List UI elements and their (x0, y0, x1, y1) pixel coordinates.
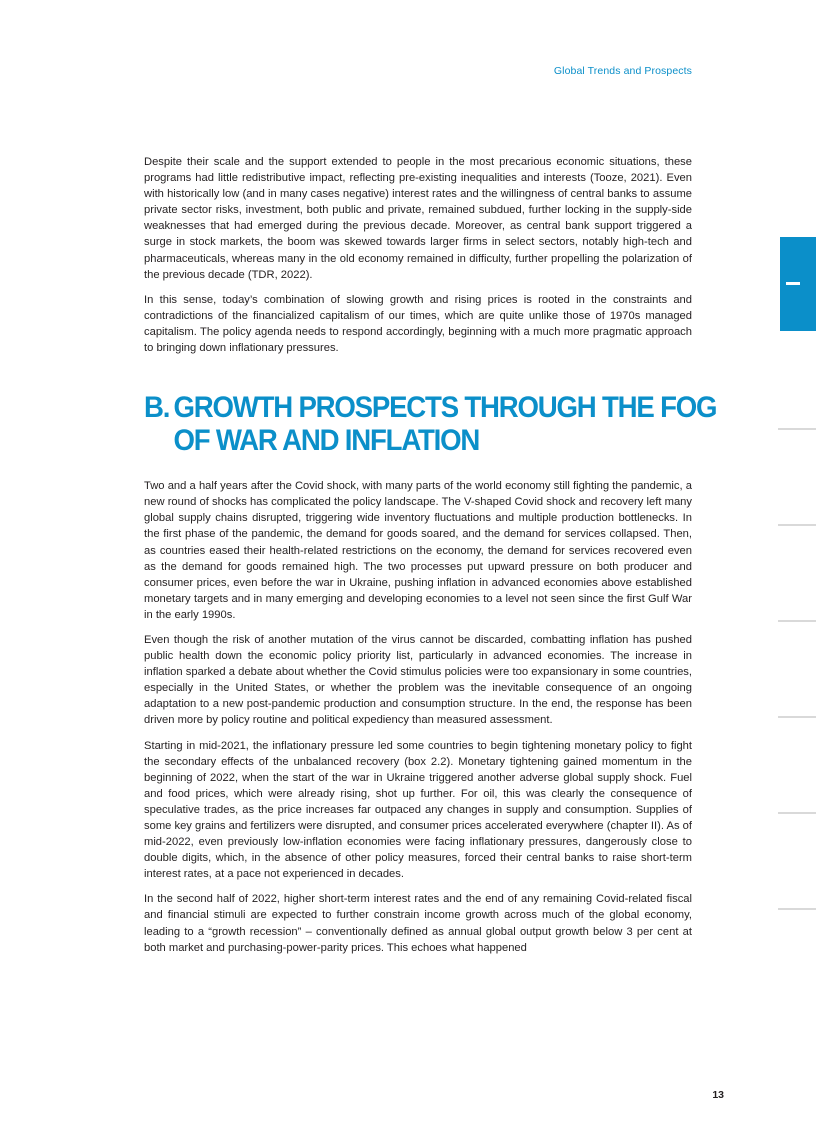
section-letter: B. (144, 391, 170, 425)
side-rule (778, 620, 816, 622)
side-rule (778, 428, 816, 430)
body-paragraph: Starting in mid-2021, the inflationary pressure led some countries to begin tightening monetary policy to fight the secondary effects of the unbalanced recovery (box 2.2). Monetary tightening gained momentum in the beginning of 2022, when the start of the war in Ukraine triggered another adverse global supply shock. Fuel and food prices, which were already rising, shot up further. For oil, this was clearly the consequence of speculative trades, as the price increases far outpaced any changes in supply and consumption. Supplies of some key grains and fertilizers were disrupted, and consumer prices accelerated everywhere (chapter II). As of mid-2022, even previously low-inflation economies were facing inflationary pressures, dangerously close to double digits, which, in the absence of other policy measures, forced their central banks to raise short-term interest rates, at a pace not experienced in decades. (144, 739, 692, 881)
page-number: 13 (712, 1089, 724, 1101)
side-rule (778, 524, 816, 526)
section-title (173, 391, 716, 457)
body-paragraph: In the second half of 2022, higher short-term interest rates and the end of any remaining Covid-related fiscal and financial stimuli are expected to further constrain income growth across much of the global economy, leading to a “growth recession” – conventionally defined as annual global output growth below 3 per cent at both market and purchasing-power-parity prices. This echoes what happened (144, 893, 692, 954)
section-title-line: GROWTH PROSPECTS THROUGH THE FOG (173, 391, 717, 425)
running-header: Global Trends and Prospects (553, 65, 692, 77)
side-rule (778, 716, 816, 718)
side-rule (778, 812, 816, 814)
body-paragraph: In this sense, today’s combination of slowing growth and rising prices is rooted in the constraints and contradictions of the financialized capitalism of our times, which are quite unlike those of 1970s managed capitalism. The policy agenda needs to respond accordingly, beginning with a much more pragmatic approach to bringing down inflationary pressures. (144, 293, 692, 355)
section-title-line: OF WAR AND INFLATION (173, 424, 480, 458)
section-heading (144, 391, 717, 458)
main-text (144, 154, 717, 965)
chapter-tab-dash-icon (786, 282, 800, 285)
body-paragraph: Despite their scale and the support extended to people in the most precarious economic situations, these programs had little redistributive impact, reflecting pre-existing inequalities and interests (Tooze, 2021). Even with historically low (and in many cases negative) interest rates and the willingness of central banks to assume private sector risks, investment, both public and private, remained subdued, further locking in the supply-side weaknesses that had emerged during the previous decade. Moreover, as central bank support triggered a surge in stock markets, the boom was skewed towards larger firms in select sectors, notably high-tech and pharmaceuticals, whereas many in the old economy remained in difficulty, further propelling the polarization of the previous decade (TDR, 2022). (144, 156, 692, 281)
side-rule (778, 908, 816, 910)
body-paragraph: Even though the risk of another mutation of the virus cannot be discarded, combatting inflation has pushed public health down the economic policy priority list, particularly in advanced economies. The increase in inflation sparked a debate about whether the Covid stimulus policies were too expansionary in some countries, especially in the United States, or whether the problem was the inevitable consequence of an ongoing adaptation to a new post-pandemic production and consumption structure. In the end, the response has been driven more by policy routine and political expediency than measured assessment. (144, 633, 692, 727)
body-paragraph: Two and a half years after the Covid shock, with many parts of the world economy still fighting the pandemic, a new round of shocks has complicated the policy landscape. The V-shaped Covid shock and recovery left many global supply chains disrupted, triggering wide inventory fluctuations and multiple production bottlenecks. In the first phase of the pandemic, the demand for goods soared, and the demand for services collapsed. Then, as countries eased their health-related restrictions on the economy, the demand for services recovered even as the demand for goods remained high. The two processes put upward pressure on both producer and consumer prices, even before the war in Ukraine, pushing inflation in advanced economies above established monetary targets and in many emerging and developing economies to a level not seen since the first Gulf War in the early 1990s. (144, 480, 692, 621)
